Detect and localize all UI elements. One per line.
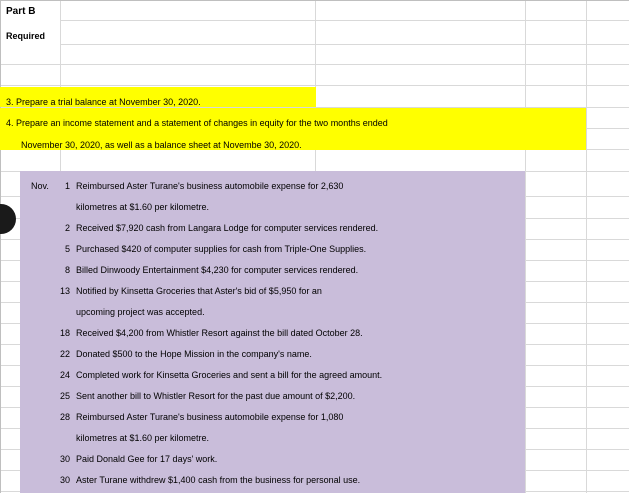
transaction-text: upcoming project was accepted.	[76, 307, 205, 317]
transaction-text: Purchased $420 of computer supplies for cash from Triple-One Supplies.	[76, 244, 367, 254]
transaction-text: Reimbursed Aster Turane's business automobile expense for 2,630	[76, 181, 344, 191]
part-header-cell[interactable]	[0, 0, 61, 64]
transaction-day: 8	[64, 265, 70, 275]
transaction-text: Paid Donald Gee for 17 days' work.	[76, 454, 218, 464]
transaction-text: Donated $500 to the Hope Mission in the company's name.	[76, 349, 312, 359]
instruction-4: 4. Prepare an income statement and a statement of changes in equity for the two months ended	[6, 118, 388, 128]
transaction-day: 13	[59, 286, 70, 296]
transaction-day: 2	[64, 223, 70, 233]
transaction-text: Notified by Kinsetta Groceries that Aster's bid of $5,950 for an	[76, 286, 322, 296]
transaction-month: Nov.	[31, 181, 49, 191]
transaction-text: kilometres at $1.60 per kilometre.	[76, 202, 210, 212]
transaction-day: 25	[59, 391, 70, 401]
transaction-day: 1	[64, 181, 70, 191]
part-title: Part B	[6, 6, 36, 17]
transaction-day: 5	[64, 244, 70, 254]
transaction-day: 28	[59, 412, 70, 422]
transaction-day: 18	[59, 328, 70, 338]
grid-col-line	[586, 0, 587, 493]
instruction-3: 3. Prepare a trial balance at November 30, 2020.	[6, 97, 201, 107]
transactions-list	[20, 171, 525, 493]
transaction-text: Sent another bill to Whistler Resort for the past due amount of $2,200.	[76, 391, 356, 401]
transaction-day: 30	[59, 475, 70, 485]
transaction-text: Completed work for Kinsetta Groceries and sent a bill for the agreed amount.	[76, 370, 383, 380]
left-border	[0, 0, 1, 493]
transaction-day: 30	[59, 454, 70, 464]
top-border	[0, 0, 629, 1]
transaction-text: Billed Dinwoody Entertainment $4,230 for computer services rendered.	[76, 265, 359, 275]
transaction-text: Received $7,920 cash from Langara Lodge for computer services rendered.	[76, 223, 379, 233]
transaction-text: Received $4,200 from Whistler Resort against the bill dated October 28.	[76, 328, 363, 338]
transaction-text: kilometres at $1.60 per kilometre.	[76, 433, 210, 443]
transaction-day: 24	[59, 370, 70, 380]
transaction-text: Reimbursed Aster Turane's business automobile expense for 1,080	[76, 412, 344, 422]
instruction-4-continued: November 30, 2020, as well as a balance sheet at Novembe 30, 2020.	[21, 140, 302, 150]
required-label: Required	[6, 31, 46, 41]
transaction-text: Aster Turane withdrew $1,400 cash from the business for personal use.	[76, 475, 361, 485]
transaction-day: 22	[59, 349, 70, 359]
grid-col-line	[525, 0, 526, 493]
